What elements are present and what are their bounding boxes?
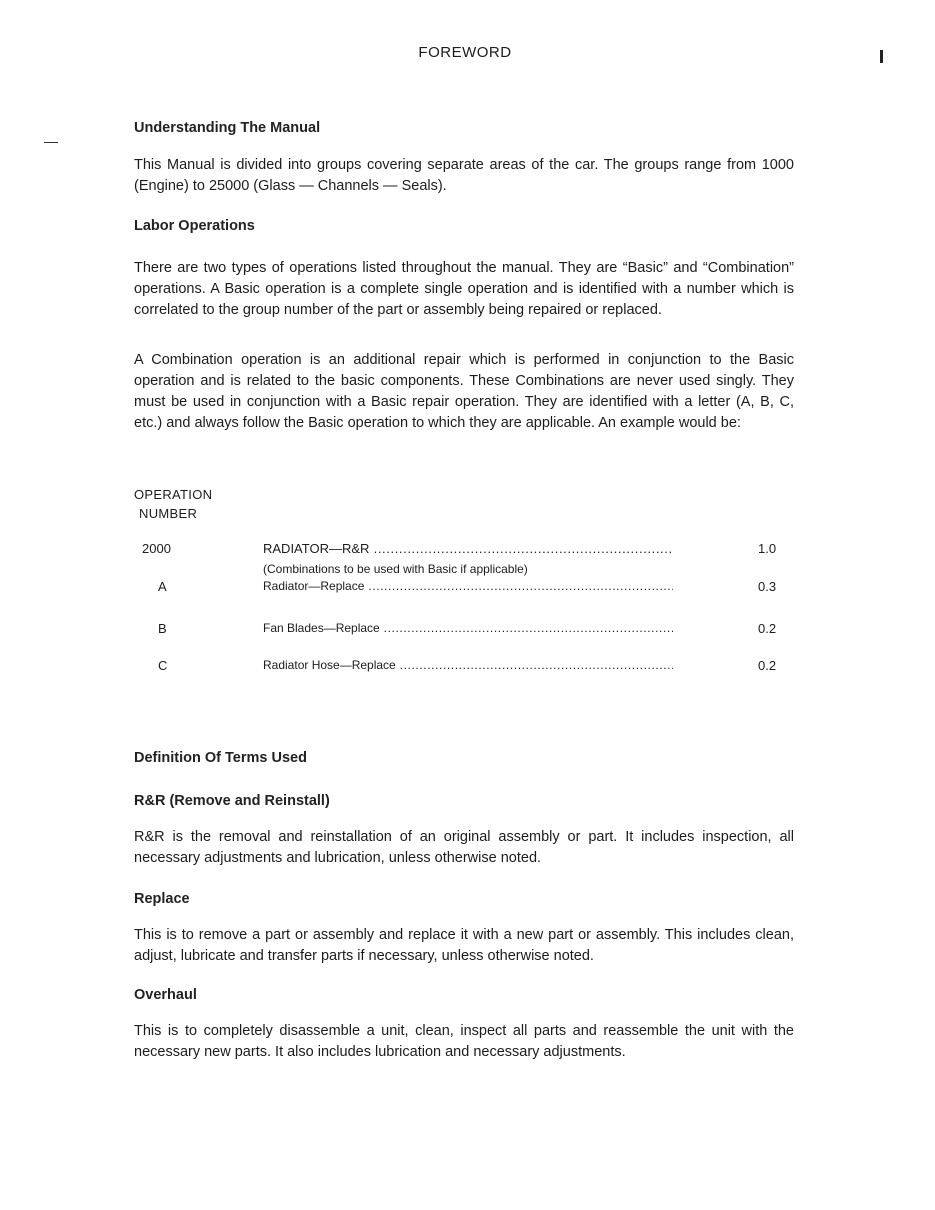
operation-code: A (158, 579, 167, 594)
operation-hours: 1.0 (758, 541, 777, 556)
operation-hours: 0.2 (758, 621, 777, 636)
operation-hours: 0.3 (758, 579, 777, 594)
overhaul-body: This is to completely disassemble a unit, clean, inspect all parts and reassemble the unit with the necessary new parts. It also includes lubrication and necessary adjustments. (134, 1023, 794, 1060)
labor-para-1: There are two types of operations listed throughout the manual. They are “Basic” and “Combination” operations. A Basic operation is a complete single operation and is identified with a number which is correlated to the group number of the part or assembly being repaired or replaced. (134, 260, 794, 318)
rr-body: R&R is the removal and reinstallation of an original assembly or part. It includes inspection, all necessary adjustments and lubrication, unless otherwise noted. (134, 829, 794, 866)
operation-row (134, 621, 794, 641)
labor-heading: Labor Operations (134, 218, 255, 234)
operation-row (134, 541, 794, 561)
operation-desc: RADIATOR—R&R ..... (263, 541, 673, 556)
operation-desc: Radiator Hose—Replace ..... (263, 658, 673, 672)
margin-mark (44, 142, 58, 143)
operation-code: C (158, 658, 168, 673)
definitions-heading: Definition Of Terms Used (134, 750, 307, 766)
understanding-body: This Manual is divided into groups covering separate areas of the car. The groups range from 1000 (Engine) to 25000 (Glass — Channels — Seals). (134, 157, 794, 194)
operation-header-line1: OPERATION (134, 487, 213, 502)
operation-header-line2: NUMBER (139, 506, 198, 521)
rr-heading: R&R (Remove and Reinstall) (134, 793, 330, 809)
labor-para-2: A Combination operation is an additional repair which is performed in conjunction to the Basic operation and is related to the basic components. These Combinations are never used singly. They must be used in conjunction with a Basic repair operation. They are identified with a letter (A, B, C, etc.) and always follow the Basic operation to which they are applicable. An example would be: (134, 352, 794, 431)
replace-body: This is to remove a part or assembly and replace it with a new part or assembly. This includes clean, adjust, lubricate and transfer parts if necessary, unless otherwise noted. (134, 927, 794, 964)
operation-code: 2000 (142, 541, 171, 556)
operation-row (134, 579, 794, 599)
operation-code: B (158, 621, 167, 636)
combination-note: (Combinations to be used with Basic if applicable) (263, 562, 528, 576)
replace-heading: Replace (134, 891, 190, 907)
operation-hours: 0.2 (758, 658, 777, 673)
page-title: FOREWORD (418, 44, 512, 61)
operation-desc: Radiator—Replace ..... (263, 579, 673, 593)
operation-row (134, 658, 794, 678)
operation-number-header (134, 485, 212, 523)
overhaul-heading: Overhaul (134, 987, 197, 1003)
operation-desc: Fan Blades—Replace ..... (263, 621, 673, 635)
page-number-mark (880, 50, 883, 63)
understanding-heading: Understanding The Manual (134, 120, 321, 136)
